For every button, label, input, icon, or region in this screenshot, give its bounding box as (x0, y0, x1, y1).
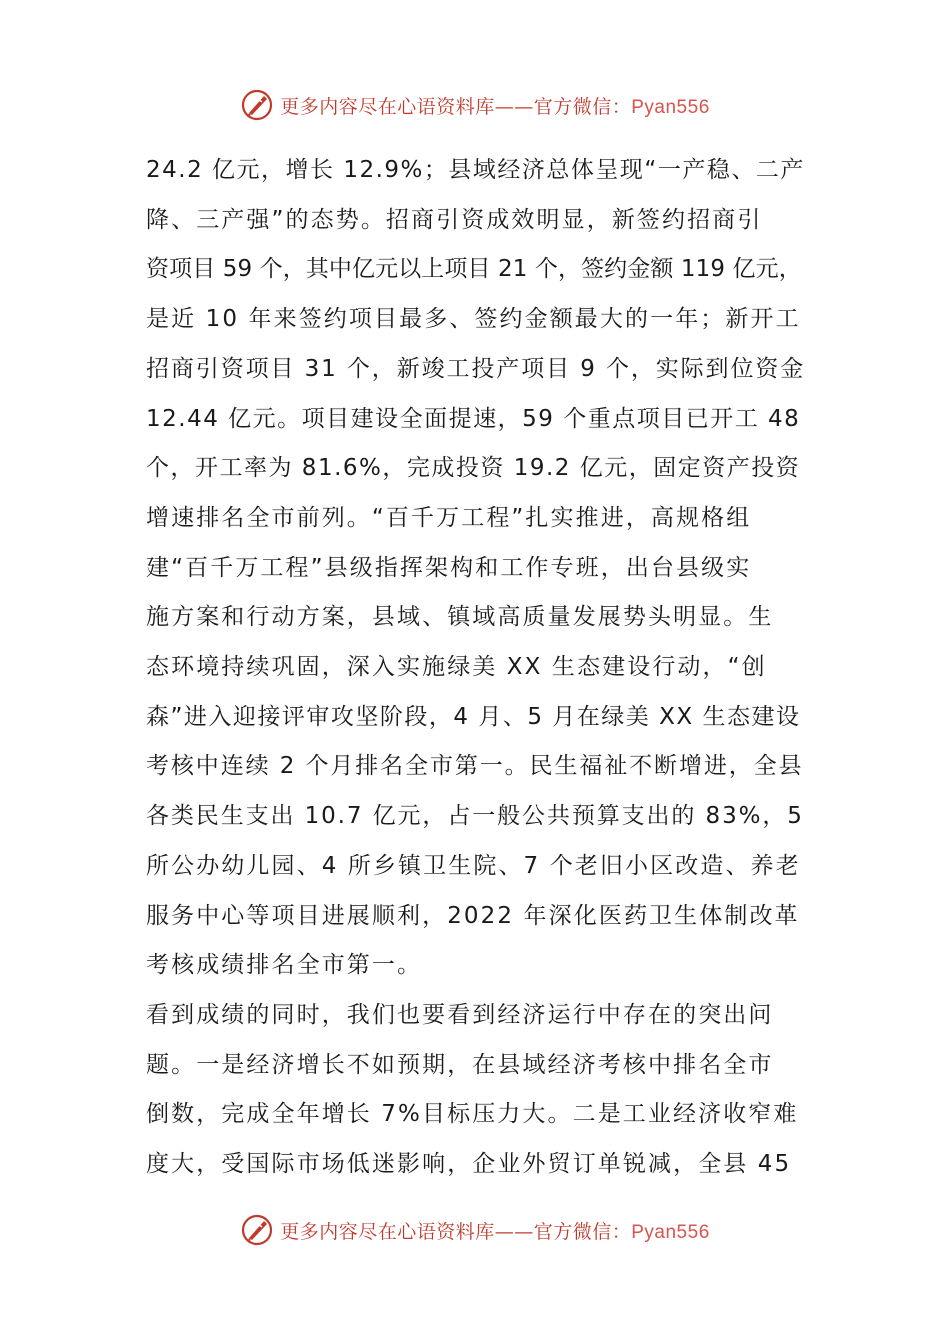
text-line: 招商引资项目 31 个，新竣工投产项目 9 个，实际到位资金 (146, 355, 806, 382)
pen-logo-icon (240, 88, 274, 122)
text-line: 所公办幼儿园、4 所乡镇卫生院、7 个老旧小区改造、养老 (146, 852, 801, 879)
text-line: 态环境持续巩固，深入实施绿美 XX 生态建设行动，“创 (146, 654, 767, 681)
text-line: 看到成绩的同时，我们也要看到经济运行中存在的突出问 (146, 1001, 774, 1028)
header-text: 更多内容尽在心语资料库——官方微信：Pyan556 (280, 95, 710, 118)
text-line: 考核成绩排名全市第一。 (146, 952, 423, 979)
text-line: 各类民生支出 10.7 亿元，占一般公共预算支出的 83%，5 (146, 803, 804, 830)
wechat-id: Pyan556 (631, 96, 710, 118)
text-line: 资项目 59 个，其中亿元以上项目 21 个，签约金额 119 亿元， (146, 256, 802, 283)
text-line: 倒数，完成全年增长 7%目标压力大。二是工业经济收窄难 (146, 1101, 799, 1128)
text-line: 降、三产强”的态势。招商引资成效明显，新签约招商引 (146, 206, 763, 233)
document-body (146, 146, 806, 1190)
text-line: 是近 10 年来签约项目最多、签约金额最大的一年；新开工 (146, 306, 801, 333)
footer-text: 更多内容尽在心语资料库——官方微信：Pyan556 (280, 1220, 710, 1243)
text-line: 施方案和行动方案，县域、镇域高质量发展势头明显。生 (146, 604, 774, 631)
text-line: 增速排名全市前列。“百千万工程”扎实推进，高规格组 (146, 504, 752, 531)
text-line: 12.44 亿元。项目建设全面提速，59 个重点项目已开工 48 (146, 405, 801, 432)
pen-logo-icon (240, 1213, 274, 1247)
paragraph-2 (146, 991, 806, 1190)
wechat-id: Pyan556 (631, 1221, 710, 1243)
text-line: 题。一是经济增长不如预期，在县域经济考核中排名全市 (146, 1051, 774, 1078)
text-line: 考核中连续 2 个月排名全市第一。民生福祉不断增进，全县 (146, 753, 804, 780)
footer-banner (0, 1205, 950, 1255)
text-line: 24.2 亿元，增长 12.9%；县域经济总体呈现“一产稳、二产 (146, 157, 805, 183)
paragraph-1 (146, 146, 806, 991)
text-line: 服务中心等项目进展顺利，2022 年深化医药卫生体制改革 (146, 902, 800, 929)
header-banner (0, 80, 950, 130)
text-line: 建“百千万工程”县级指挥架构和工作专班，出台县级实 (146, 554, 752, 581)
text-line: 森”进入迎接评审攻坚阶段，4 月、5 月在绿美 XX 生态建设 (146, 703, 801, 730)
text-line: 度大，受国际市场低迷影响，企业外贸订单锐减，全县 45 (146, 1151, 792, 1178)
text-line: 个，开工率为 81.6%，完成投资 19.2 亿元，固定资产投资 (146, 455, 801, 482)
